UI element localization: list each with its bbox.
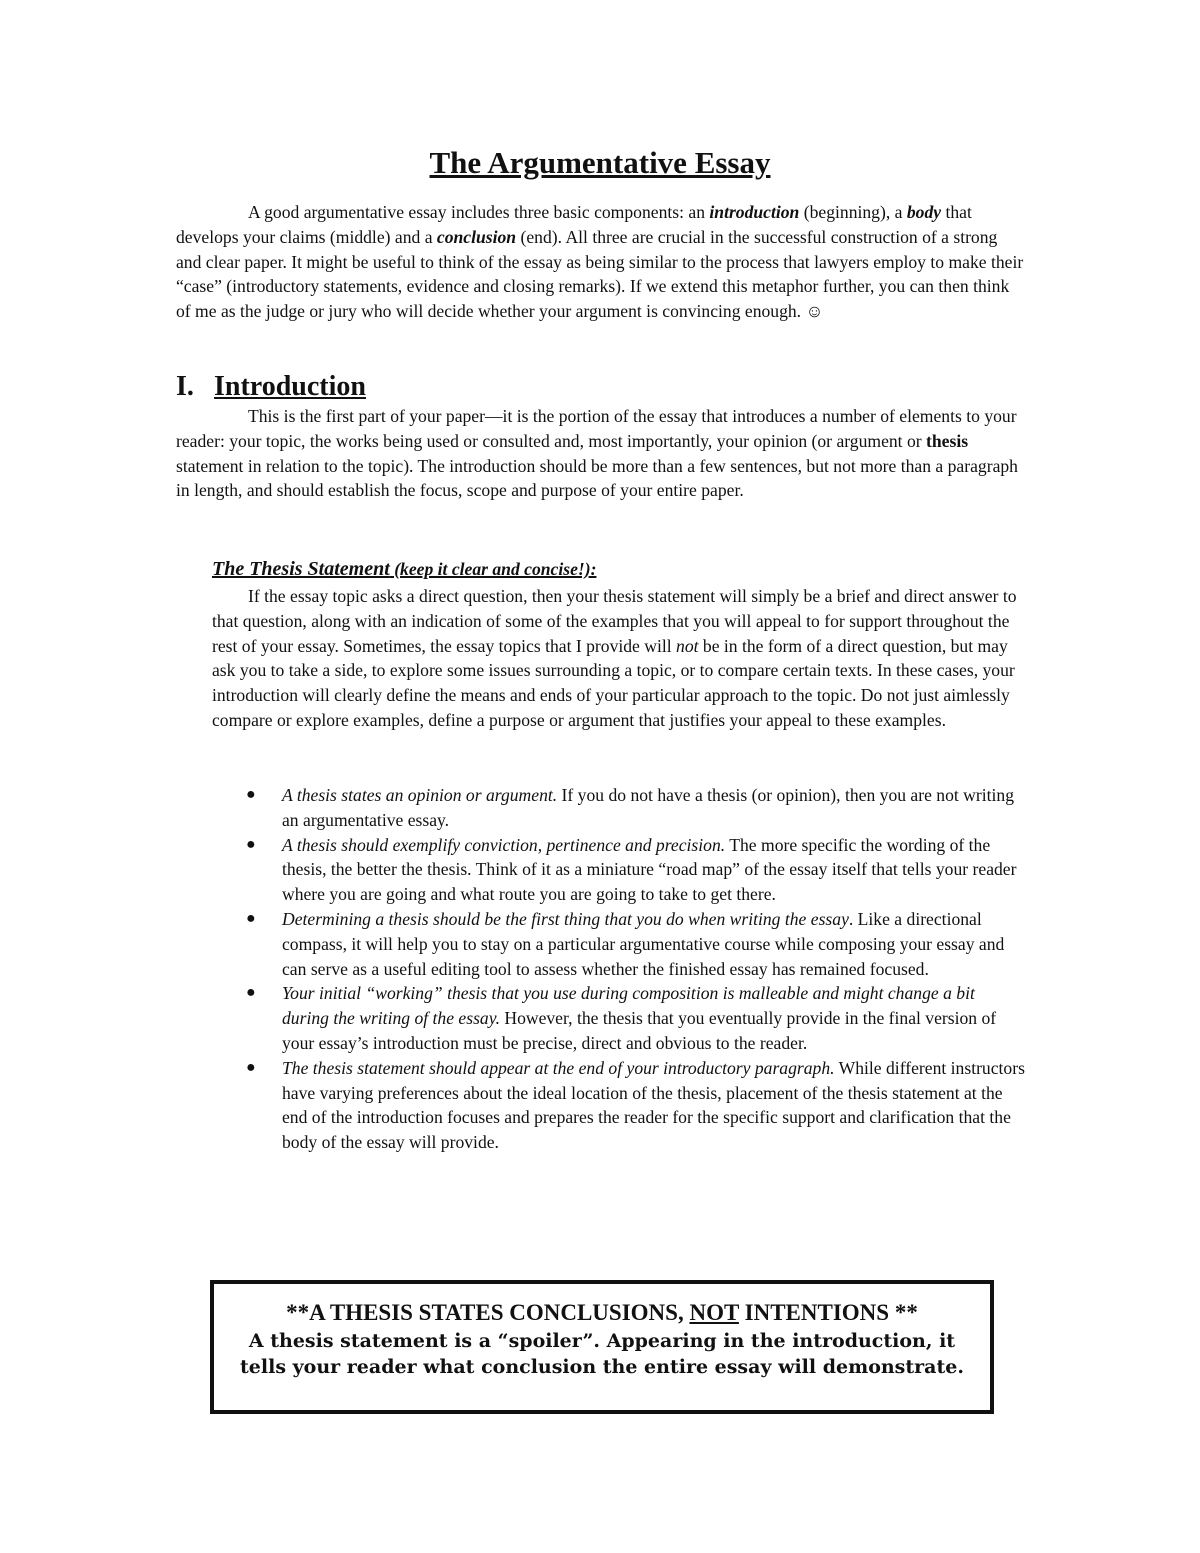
bullet-icon: ●: [246, 835, 256, 853]
paragraph-text: This is the first part of your paper—it is the portion of the essay that introduces a number of elements to your reader: your topic, the works being used or consulted and, most importantly, your opinion (or argument or: [176, 406, 1017, 451]
introduction-paragraph: [176, 404, 1026, 503]
bullet-emphasis: Determining a thesis should be the first thing that you do when writing the essay: [282, 908, 849, 929]
document-title: The Argumentative Essay: [429, 145, 771, 180]
bullet-emphasis: The thesis statement should appear at the end of your introductory paragraph.: [282, 1057, 835, 1078]
subheading-title: The Thesis Statement: [212, 558, 390, 580]
section-title: Introduction: [214, 371, 366, 402]
bullet-icon: ●: [246, 909, 256, 927]
thesis-bullet-list: [212, 783, 1026, 1155]
list-item: [212, 907, 1026, 981]
intro-paragraph: [176, 200, 1026, 324]
bullet-emphasis: Your initial “working” thesis that you use during composition is malleable and might change a bit during the writing of the essay.: [282, 983, 975, 1029]
bullet-text: However, the thesis that you eventually provide in the final version of your essay’s introduction must be precise, direct and obvious to the reader.: [282, 1008, 997, 1053]
bullet-icon: ●: [246, 1058, 256, 1076]
bullet-text: . Like a directional compass, it will help you to stay on a particular argumentative course while composing your essay and can serve as a useful editing tool to assess whether the finished essay has remained focused.: [282, 908, 1005, 979]
bullet-text: The more specific the wording of the thesis, the better the thesis. Think of it as a miniature “road map” of the essay itself that tells your reader where you are going and what route you are going to take to get there.: [282, 834, 1017, 905]
intro-text: A good argumentative essay includes three basic components: an: [248, 202, 710, 222]
bullet-text: If you do not have a thesis (or opinion), then you are not writing an argumentative essay.: [282, 785, 1015, 830]
term-thesis: thesis: [926, 430, 969, 451]
paragraph-text: be in the form of a direct question, but may ask you to take a side, to explore some issues surrounding a topic, or to compare certain texts. In these cases, your introduction will clearly define the means and ends of your particular approach to the topic. Do not just aimlessly compare or explore examples, define a purpose or argument that justifies your appeal to these examples.: [212, 635, 1015, 730]
paragraph-text: If the essay topic asks a direct question, then your thesis statement will simply be a brief and direct answer to that question, along with an indication of some of the examples that you will appeal to for support throughout the rest of your essay. Sometimes, the essay topics that I provide will: [212, 586, 1017, 656]
callout-headline-text: INTENTIONS **: [738, 1300, 918, 1325]
subheading-thesis-statement: [212, 555, 596, 583]
section-number: I.: [176, 371, 194, 402]
bullet-text: While different instructors have varying preferences about the ideal location of the thesis, placement of the thesis statement at the end of the introduction focuses and prepares the reader for the specific support and clarification that the body of the essay will provide.: [282, 1057, 1025, 1153]
bullet-icon: ●: [246, 984, 256, 1002]
thesis-callout-box: [210, 1280, 994, 1414]
list-item: [212, 1056, 1026, 1155]
thesis-paragraph: [212, 584, 1024, 733]
emphasis-not: not: [676, 635, 699, 656]
bullet-emphasis: A thesis should exemplify conviction, pertinence and precision.: [282, 834, 726, 855]
section-heading-introduction: [176, 368, 366, 406]
list-item: [212, 981, 1026, 1055]
term-body: body: [906, 202, 942, 222]
callout-line: tells your reader what conclusion the entire essay will demonstrate.: [240, 1356, 964, 1378]
list-item: [212, 783, 1026, 833]
callout-headline-text: **A THESIS STATES CONCLUSIONS,: [286, 1300, 690, 1325]
callout-headline-not: NOT: [689, 1300, 739, 1325]
bullet-emphasis: A thesis states an opinion or argument.: [282, 785, 558, 805]
intro-text: (beginning), a: [799, 202, 907, 222]
subheading-note: (keep it clear and concise!):: [389, 559, 597, 579]
list-item: [212, 833, 1026, 907]
term-introduction: introduction: [709, 202, 800, 222]
intro-text: that develops your claims (middle) and a: [176, 202, 972, 247]
callout-headline: [214, 1298, 990, 1328]
callout-line: A thesis statement is a “spoiler”. Appearing in the introduction, it: [248, 1330, 956, 1352]
term-conclusion: conclusion: [436, 226, 517, 247]
paragraph-text: statement in relation to the topic). The introduction should be more than a few sentences, but not more than a paragraph in length, and should establish the focus, scope and purpose of your entire paper.: [176, 455, 1018, 501]
bullet-icon: ●: [246, 786, 256, 803]
intro-text: (end). All three are crucial in the successful construction of a strong and clear paper. It might be useful to think of the essay as being similar to the process that lawyers employ to make their “case” (introductory statements, evidence and closing remarks). If we extend this metaphor further, you can then think of me as the judge or jury who will decide whether your argument is convincing enough. ☺: [176, 226, 1024, 322]
